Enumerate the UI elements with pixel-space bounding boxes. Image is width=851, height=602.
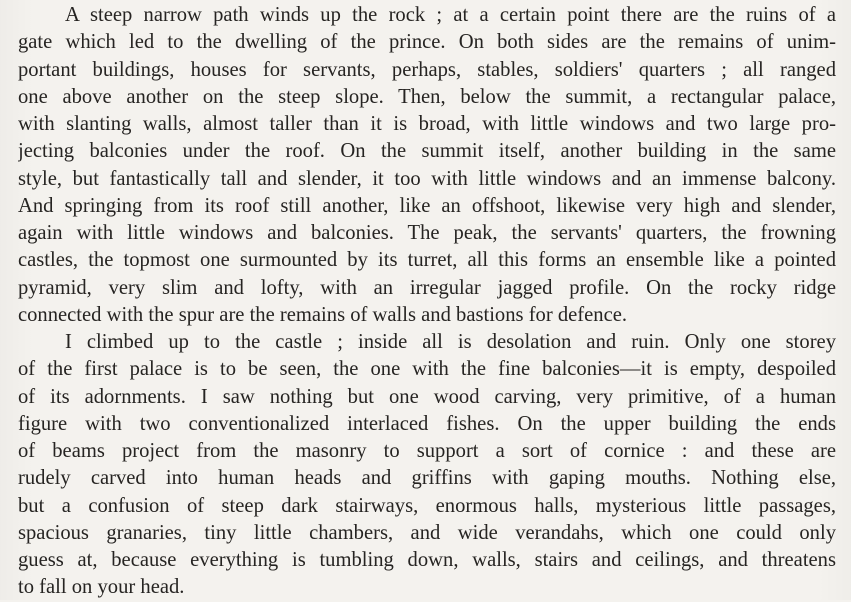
text-line: one above another on the steep slope. Then, below the summit, a rectangular palace, [18, 85, 836, 108]
text-line: castles, the topmost one surmounted by its turret, all this forms an ensemble like a pointed [18, 249, 836, 272]
text-line: of the first palace is to be seen, the one with the fine balconies—it is empty, despoiled [18, 358, 836, 381]
text-line: with slanting walls, almost taller than it is broad, with little windows and two large pro- [18, 113, 836, 135]
text-line: spacious granaries, tiny little chambers, and wide verandahs, which one could only [18, 521, 836, 544]
text-line: A steep narrow path winds up the rock ; at a certain point there are the ruins of a [65, 4, 836, 26]
text-line: again with little windows and balconies. The peak, the servants' quarters, the frowning [18, 222, 836, 244]
text-line: gate which led to the dwelling of the prince. On both sides are the remains of unim- [18, 31, 836, 54]
text-line: jecting balconies under the roof. On the summit itself, another building in the same [18, 140, 836, 163]
text-line: figure with two conventionalized interlaced fishes. On the upper building the ends [18, 412, 836, 435]
text-line: guess at, because everything is tumbling down, walls, stairs and ceilings, and threatens [18, 549, 836, 571]
text-line: portant buildings, houses for servants, perhaps, stables, soldiers' quarters ; all ranged [18, 58, 836, 81]
paragraph-2 [18, 329, 836, 602]
text-line: of its adornments. I saw nothing but one wood carving, very primitive, of a human [18, 385, 836, 408]
text-line: pyramid, very slim and lofty, with an irregular jagged profile. On the rocky ridge [18, 276, 836, 299]
body-text [18, 2, 836, 602]
text-line: style, but fantastically tall and slender, it too with little windows and an immense balcony. [18, 167, 836, 190]
text-line: I climbed up to the castle ; inside all is desolation and ruin. Only one storey [65, 331, 836, 353]
text-line: but a confusion of steep dark stairways, enormous halls, mysterious little passages, [18, 494, 836, 517]
text-line: of beams project from the masonry to support a sort of cornice : and these are [18, 440, 836, 462]
text-line: to fall on your head. [18, 576, 185, 599]
text-line: And springing from its roof still another, like an offshoot, likewise very high and slender, [18, 194, 836, 217]
text-line: rudely carved into human heads and griffins with gaping mouths. Nothing else, [18, 467, 836, 490]
text-line: connected with the spur are the remains of walls and bastions for defence. [18, 303, 628, 326]
paragraph-1 [18, 2, 836, 329]
